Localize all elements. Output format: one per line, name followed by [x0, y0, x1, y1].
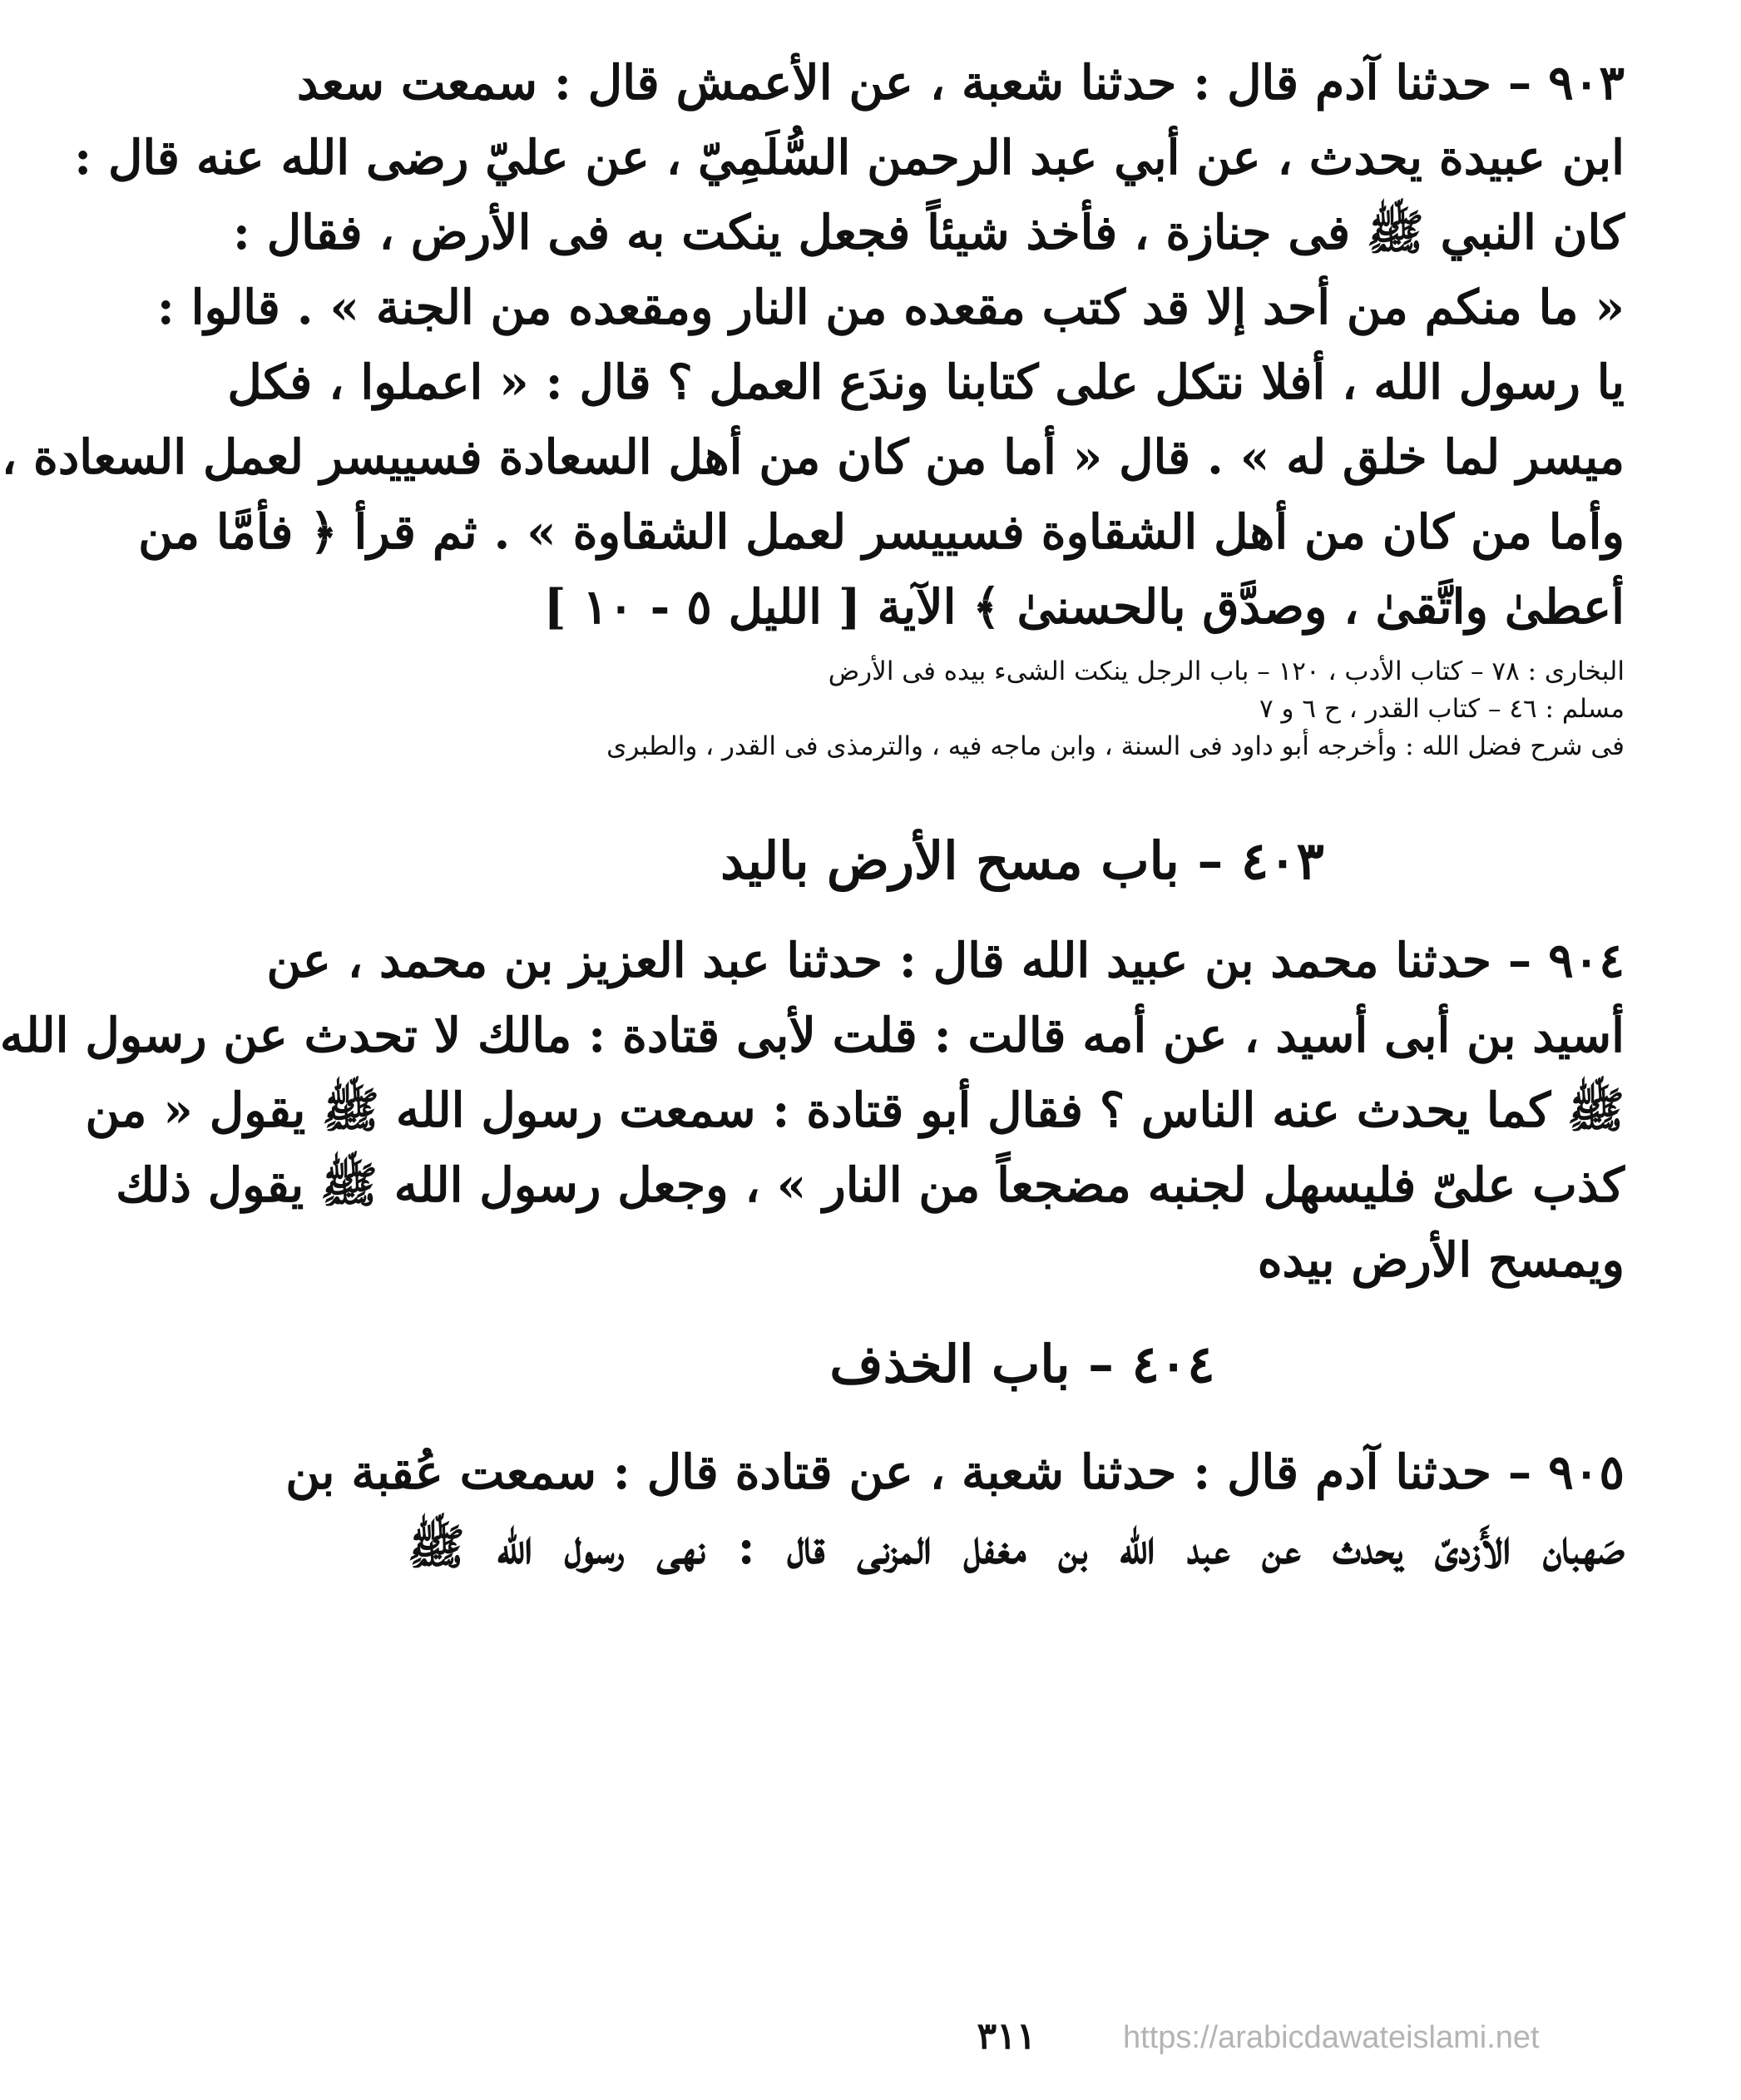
- text-line: يا رسول الله ، أفلا نتكل على كتابنا وندَع العمل ؟ قال : « اعملوا ، فكل: [227, 354, 1625, 410]
- page-number: ٣١١: [977, 2015, 1036, 2058]
- footnote-line: فى شرح فضل الله : وأخرجه أبو داود فى السنة ، وابن ماجه فيه ، والترمذى فى القدر ، والطبرى: [606, 731, 1625, 761]
- text-line: ميسر لما خلق له » . قال « أما من كان من أهل السعادة فسييسر لعمل السعادة ،: [1, 429, 1625, 485]
- text-line: أعطىٰ واتَّقىٰ ، وصدَّق بالحسنىٰ ﴾ الآية [ الليل ٥ - ١٠ ]: [543, 579, 1625, 635]
- text-line: « ما منكم من أحد إلا قد كتب مقعده من النار ومقعده من الجنة » . قالوا :: [156, 280, 1625, 335]
- watermark-url: https://arabicdawateislami.net: [1123, 2020, 1540, 2055]
- chapter-heading: ٤٠٣ – باب مسح الأرض باليد: [720, 830, 1324, 891]
- text-line: صَهبان الأَزدىّ يحدث عن عبد الله بن مغفل المزنى قال : نهى رسول الله ﷺ: [408, 1519, 1625, 1575]
- text-line: أسيد بن أبى أسيد ، عن أمه قالت : قلت لأبى قتادة : مالك لا تحدث عن رسول الله: [0, 1008, 1625, 1063]
- text-line: ابن عبيدة يحدث ، عن أبي عبد الرحمن السُّلَمِيّ ، عن عليّ رضى الله عنه قال :: [74, 130, 1625, 186]
- text-line: ٩٠٥ – حدثنا آدم قال : حدثنا شعبة ، عن قتادة قال : سمعت عُقبة بن: [285, 1444, 1625, 1500]
- text-line: كذب علىّ فليسهل لجنبه مضجعاً من النار » ، وجعل رسول الله ﷺ يقول ذلك: [116, 1157, 1625, 1213]
- text-line: ٩٠٣ – حدثنا آدم قال : حدثنا شعبة ، عن الأعمش قال : سمعت سعد: [296, 55, 1625, 111]
- footnote-line: مسلم : ٤٦ – كتاب القدر ، ح ٦ و ٧: [1259, 694, 1625, 724]
- text-line: ٩٠٤ – حدثنا محمد بن عبيد الله قال : حدثنا عبد العزيز بن محمد ، عن: [266, 933, 1625, 988]
- text-line: كان النبي ﷺ فى جنازة ، فأخذ شيئاً فجعل ينكت به فى الأرض ، فقال :: [232, 205, 1625, 260]
- text-line: ويمسح الأرض بيده: [1257, 1232, 1625, 1288]
- footnote-line: البخارى : ٧٨ – كتاب الأدب ، ١٢٠ – باب الرجل ينكت الشىء بيده فى الأرض: [828, 656, 1625, 686]
- text-line: ﷺ كما يحدث عنه الناس ؟ فقال أبو قتادة : سمعت رسول الله ﷺ يقول « من: [85, 1082, 1625, 1138]
- chapter-heading: ٤٠٤ – باب الخذف: [829, 1334, 1215, 1394]
- text-line: وأما من كان من أهل الشقاوة فسييسر لعمل الشقاوة » . ثم قرأ ﴿ فأمَّا من: [138, 504, 1625, 560]
